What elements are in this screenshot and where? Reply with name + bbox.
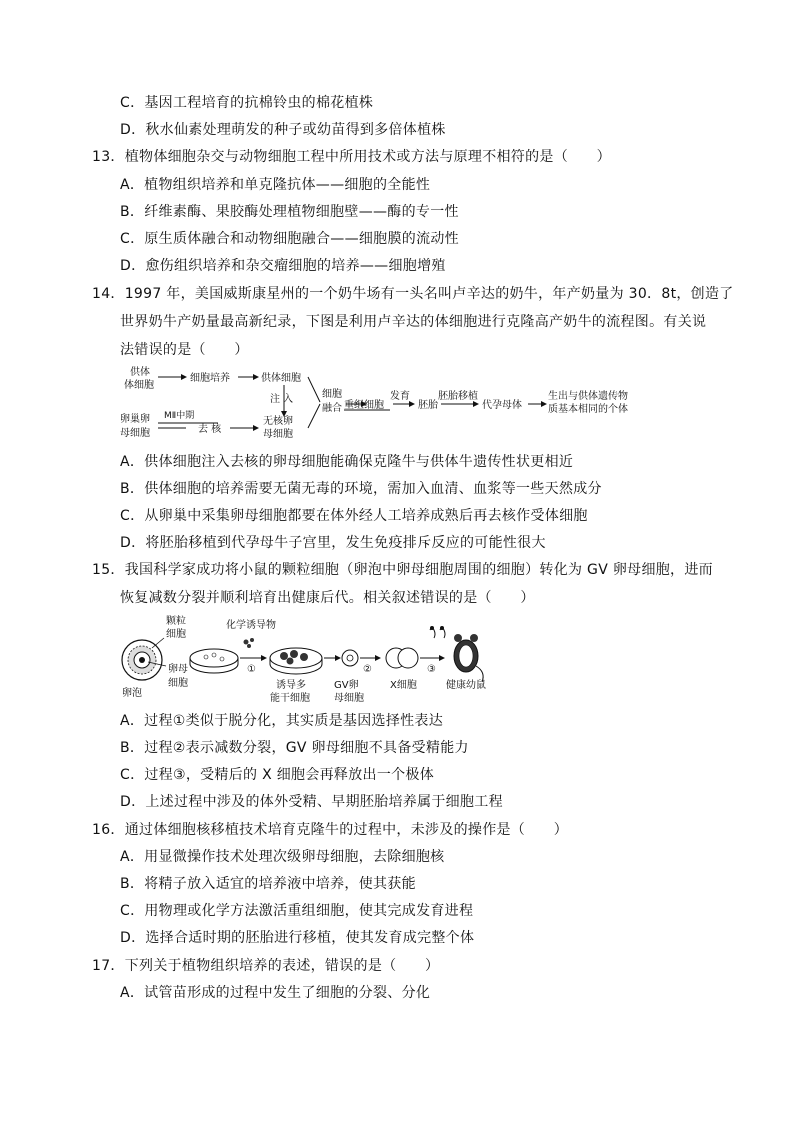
- x-cell-label: X细胞: [390, 680, 417, 691]
- mii-label: MⅡ中期: [164, 411, 195, 421]
- q12-option-c: C．基因工程培育的抗棉铃虫的棉花植株: [120, 95, 374, 111]
- q14-option-d: D．将胚胎移植到代孕母牛子宫里，发生免疫排斥反应的可能性很大: [120, 535, 546, 551]
- q16-option-b: B．将精子放入适宜的培养液中培养，使其获能: [120, 876, 416, 892]
- q13-option-c: C．原生质体融合和动物细胞融合——细胞膜的流动性: [120, 231, 459, 247]
- gv-label: GV卵: [334, 680, 359, 691]
- q15-stem-line1: 15．我国科学家成功将小鼠的颗粒细胞（卵泡中卵母细胞周围的细胞）转化为 GV 卵母细胞，进而: [92, 562, 713, 578]
- q14-option-b: B．供体细胞的培养需要无菌无毒的环境，需加入血清、血浆等一些天然成分: [120, 481, 602, 497]
- inducer-label: 化学诱导物: [226, 620, 276, 631]
- transfer-label: 胚胎移植: [438, 391, 478, 402]
- q14-stem-line1: 14．1997 年，美国威斯康星州的一个奶牛场有一头名叫卢辛达的奶牛，年产奶量为 30．8t，创造了: [92, 286, 734, 302]
- follicle-label: 卵泡: [122, 688, 142, 699]
- oocyte-label-2: 细胞: [168, 678, 188, 689]
- ovary-label-2: 母细胞: [120, 428, 150, 439]
- q14-option-c: C．从卵巢中采集卵母细胞都要在体外经人工培养成熟后再去核作受体细胞: [120, 508, 588, 524]
- q15-stem-line2: 恢复减数分裂并顺利培育出健康后代。相关叙述错误的是（ ）: [120, 590, 535, 606]
- pluripotent-label: 诱导多: [276, 680, 306, 691]
- oocyte-label: 卵母: [168, 664, 188, 675]
- donor-label-2: 体细胞: [124, 380, 154, 391]
- develop-label: 发育: [390, 391, 410, 402]
- q13-stem: 13．植物体细胞杂交与动物细胞工程中所用技术或方法与原理不相符的是（ ）: [92, 149, 611, 165]
- step1-label: ①: [247, 664, 256, 675]
- granulosa-label-2: 细胞: [166, 629, 186, 640]
- enucleated-oocyte-label-2: 母细胞: [263, 429, 293, 440]
- embryo-label: 胚胎: [418, 400, 438, 411]
- q13-option-d: D．愈伤组织培养和杂交瘤细胞的培养——细胞增殖: [120, 258, 446, 274]
- q14-stem-line2: 世界奶牛产奶量最高新纪录，下图是利用卢辛达的体细胞进行克隆高产奶牛的流程图。有关说: [120, 314, 707, 330]
- fusion-label: 细胞: [322, 389, 342, 400]
- result-label-2: 质基本相同的个体: [548, 404, 628, 415]
- q16-option-a: A．用显微操作技术处理次级卵母细胞，去除细胞核: [120, 849, 445, 865]
- q17-option-a: A．试管苗形成的过程中发生了细胞的分裂、分化: [120, 985, 431, 1001]
- q12-option-d: D．秋水仙素处理萌发的种子或幼苗得到多倍体植株: [120, 122, 446, 138]
- q17-stem: 17．下列关于植物组织培养的表述，错误的是（ ）: [92, 958, 440, 974]
- step2-label: ②: [363, 664, 372, 675]
- q13-option-b: B．纤维素酶、果胶酶处理植物细胞壁——酶的专一性: [120, 204, 459, 220]
- q14-option-a: A．供体细胞注入去核的卵母细胞能确保克隆牛与供体牛遗传性状更相近: [120, 454, 574, 470]
- q16-option-c: C．用物理或化学方法激活重组细胞，使其完成发育进程: [120, 903, 474, 919]
- q16-option-d: D．选择合适时期的胚胎进行移植，使其发育成完整个体: [120, 930, 475, 946]
- gv-oocyte-diagram: [118, 614, 498, 704]
- q15-option-b: B．过程②表示减数分裂，GV 卵母细胞不具备受精能力: [120, 740, 469, 756]
- recombined-cell-label: 重组细胞: [344, 400, 384, 411]
- surrogate-label: 代孕母体: [482, 400, 522, 411]
- inject-label: 注 入: [270, 394, 294, 405]
- q15-option-c: C．过程③，受精后的 X 细胞会再释放出一个极体: [120, 767, 435, 783]
- fusion-label-2: 融合: [322, 403, 342, 414]
- q15-option-a: A．过程①类似于脱分化，其实质是基因选择性表达: [120, 713, 444, 729]
- granulosa-label: 颗粒: [166, 616, 186, 627]
- result-label: 生出与供体遗传物: [548, 391, 628, 402]
- cell-culture-label: 细胞培养: [190, 373, 230, 384]
- q14-stem-line3: 法错误的是（ ）: [120, 342, 249, 358]
- enucleate-label: 去 核: [198, 424, 222, 435]
- pluripotent-label-2: 能干细胞: [270, 693, 310, 704]
- pup-label: 健康幼鼠: [446, 680, 486, 691]
- step3-label: ③: [427, 664, 436, 675]
- ovary-label: 卵巢卵: [120, 414, 150, 425]
- gv-label-2: 母细胞: [334, 693, 364, 704]
- q15-option-d: D．上述过程中涉及的体外受精、早期胚胎培养属于细胞工程: [120, 794, 503, 810]
- q13-option-a: A．植物组织培养和单克隆抗体——细胞的全能性: [120, 177, 431, 193]
- donor-label: 供体: [130, 367, 150, 378]
- culture-dish-icon: [190, 649, 238, 667]
- q16-stem: 16．通过体细胞核移植技术培育克隆牛的过程中，未涉及的操作是（ ）: [92, 822, 569, 838]
- enucleated-oocyte-label: 无核卵: [263, 416, 293, 427]
- donor-cell-label: 供体细胞: [261, 373, 301, 384]
- cloning-flow-diagram: [118, 362, 648, 450]
